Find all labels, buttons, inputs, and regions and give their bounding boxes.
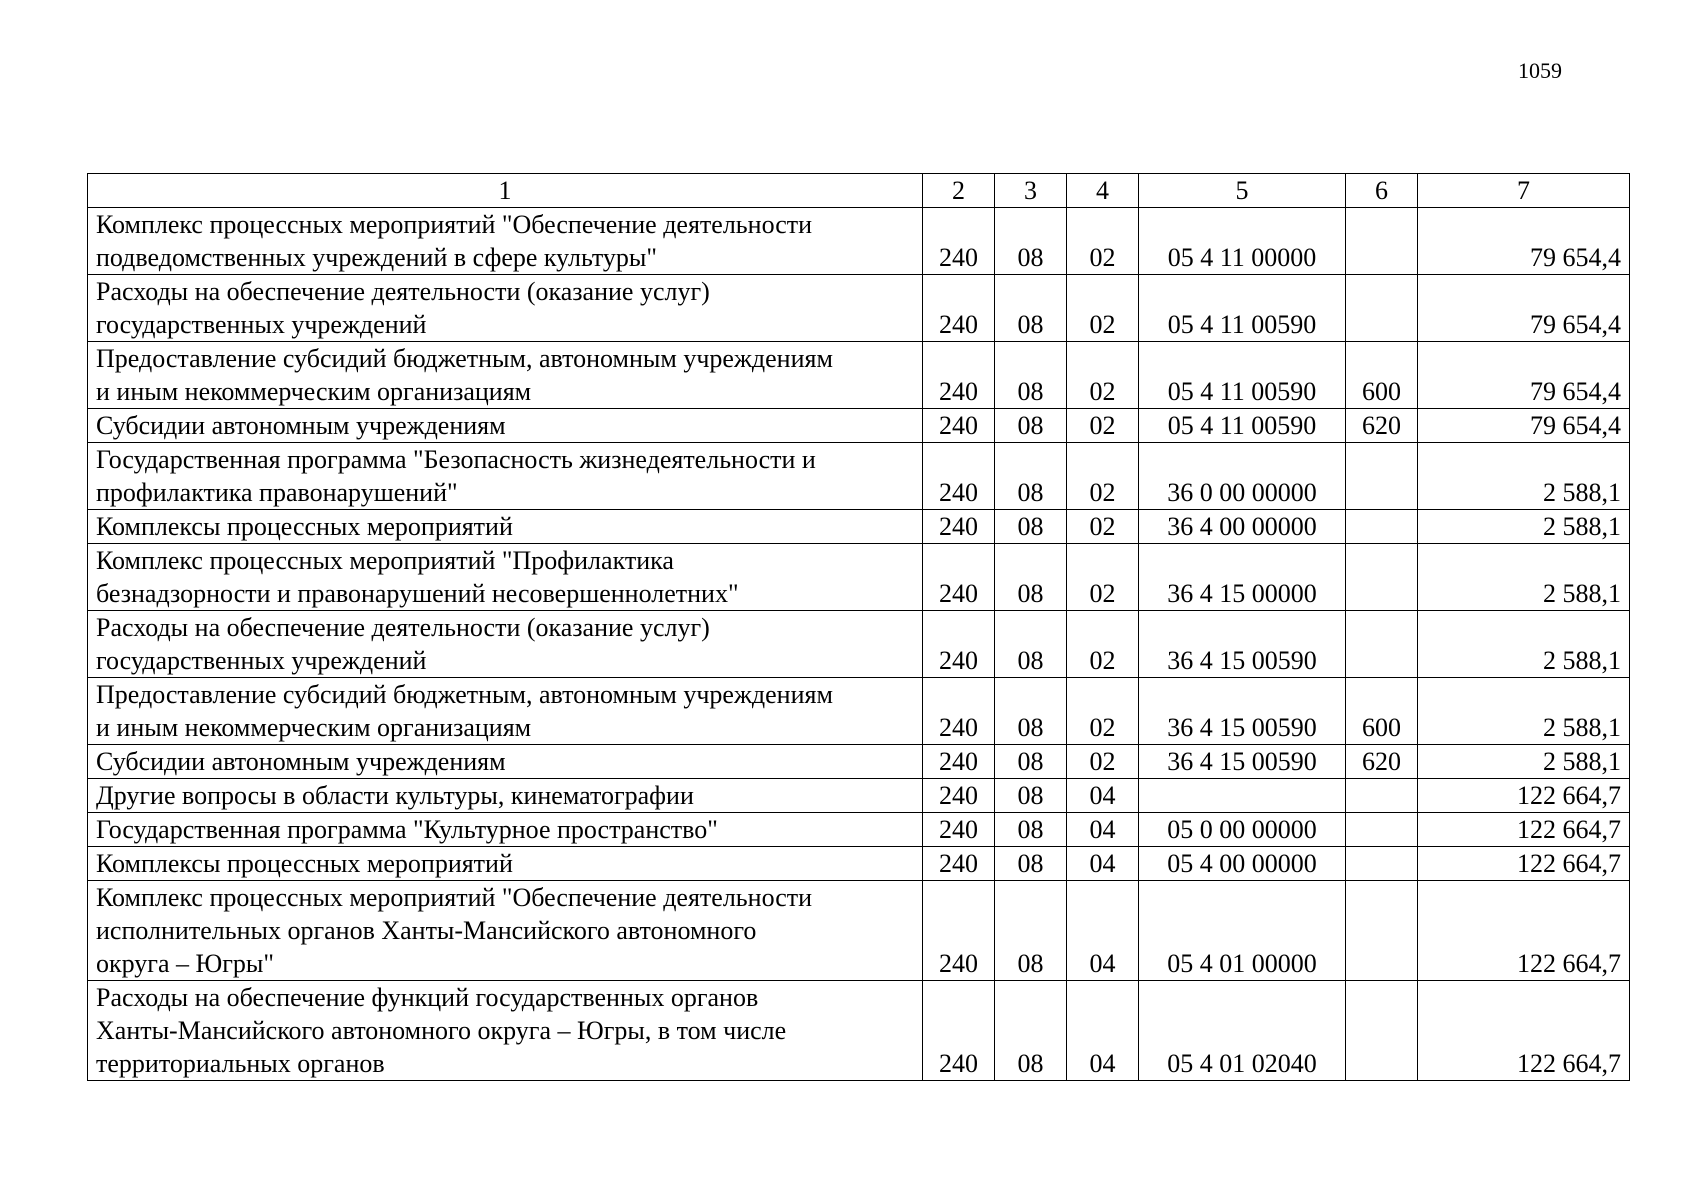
ministry-code-cell: 240 — [923, 847, 995, 881]
description-line: Расходы на обеспечение деятельности (оказание услуг) — [96, 277, 710, 306]
section-code-cell: 08 — [995, 745, 1067, 779]
expense-type-cell: 620 — [1346, 409, 1418, 443]
description-line: Расходы на обеспечение деятельности (оказание услуг) — [96, 613, 710, 642]
section-code-cell: 08 — [995, 847, 1067, 881]
amount-cell: 122 664,7 — [1418, 779, 1630, 813]
table-row — [88, 847, 1630, 881]
expense-type-cell — [1346, 847, 1418, 881]
expense-type-cell — [1346, 443, 1418, 510]
description-line: Комплексы процессных мероприятий — [96, 849, 513, 878]
section-code-cell: 08 — [995, 813, 1067, 847]
table-row — [88, 779, 1630, 813]
amount-cell: 79 654,4 — [1418, 342, 1630, 409]
table-row — [88, 208, 1630, 275]
row-description — [88, 443, 923, 510]
expense-type-cell: 600 — [1346, 342, 1418, 409]
subsection-code-cell: 02 — [1067, 745, 1139, 779]
description-line: Другие вопросы в области культуры, кинематографии — [96, 781, 694, 810]
target-article-cell: 36 4 00 00000 — [1139, 510, 1346, 544]
row-description — [88, 745, 923, 779]
section-code-cell: 08 — [995, 208, 1067, 275]
amount-cell: 2 588,1 — [1418, 611, 1630, 678]
subsection-code-cell: 02 — [1067, 208, 1139, 275]
expense-type-cell — [1346, 275, 1418, 342]
description-line: Субсидии автономным учреждениям — [96, 411, 506, 440]
description-line: Государственная программа "Культурное пространство" — [96, 815, 718, 844]
row-description — [88, 409, 923, 443]
row-description — [88, 847, 923, 881]
table-row — [88, 678, 1630, 745]
amount-cell: 122 664,7 — [1418, 847, 1630, 881]
subsection-code-cell: 04 — [1067, 847, 1139, 881]
target-article-cell: 05 4 11 00590 — [1139, 342, 1346, 409]
amount-cell: 2 588,1 — [1418, 745, 1630, 779]
description-line: Субсидии автономным учреждениям — [96, 747, 506, 776]
target-article-cell: 05 4 11 00590 — [1139, 409, 1346, 443]
amount-cell: 122 664,7 — [1418, 981, 1630, 1081]
subsection-code-cell: 04 — [1067, 881, 1139, 981]
ministry-code-cell: 240 — [923, 275, 995, 342]
section-code-cell: 08 — [995, 544, 1067, 611]
expense-type-cell — [1346, 510, 1418, 544]
section-code-cell: 08 — [995, 409, 1067, 443]
table-row — [88, 544, 1630, 611]
column-header: 7 — [1418, 174, 1630, 208]
subsection-code-cell: 04 — [1067, 981, 1139, 1081]
expense-type-cell: 620 — [1346, 745, 1418, 779]
target-article-cell: 05 4 01 00000 — [1139, 881, 1346, 981]
description-line: государственных учреждений — [96, 310, 427, 339]
ministry-code-cell: 240 — [923, 443, 995, 510]
target-article-cell: 36 4 15 00590 — [1139, 678, 1346, 745]
target-article-cell: 36 4 15 00590 — [1139, 745, 1346, 779]
description-line: округа – Югры" — [96, 949, 274, 978]
ministry-code-cell: 240 — [923, 611, 995, 678]
section-code-cell: 08 — [995, 275, 1067, 342]
section-code-cell: 08 — [995, 342, 1067, 409]
row-description — [88, 678, 923, 745]
target-article-cell: 05 4 01 02040 — [1139, 981, 1346, 1081]
description-line: территориальных органов — [96, 1049, 385, 1078]
expense-type-cell — [1346, 208, 1418, 275]
amount-cell: 2 588,1 — [1418, 443, 1630, 510]
expense-type-cell — [1346, 813, 1418, 847]
subsection-code-cell: 02 — [1067, 342, 1139, 409]
description-line: Комплекс процессных мероприятий "Обеспечение деятельности — [96, 210, 813, 239]
expense-type-cell: 600 — [1346, 678, 1418, 745]
table-row — [88, 981, 1630, 1081]
table-row — [88, 745, 1630, 779]
row-description — [88, 881, 923, 981]
subsection-code-cell: 04 — [1067, 779, 1139, 813]
subsection-code-cell: 04 — [1067, 813, 1139, 847]
row-description — [88, 779, 923, 813]
section-code-cell: 08 — [995, 981, 1067, 1081]
page-number: 1059 — [1518, 58, 1562, 83]
table-row — [88, 409, 1630, 443]
column-header: 6 — [1346, 174, 1418, 208]
expense-type-cell — [1346, 779, 1418, 813]
target-article-cell — [1139, 779, 1346, 813]
column-header: 3 — [995, 174, 1067, 208]
subsection-code-cell: 02 — [1067, 443, 1139, 510]
target-article-cell: 36 4 15 00590 — [1139, 611, 1346, 678]
target-article-cell: 05 4 11 00000 — [1139, 208, 1346, 275]
expense-type-cell — [1346, 611, 1418, 678]
target-article-cell: 36 4 15 00000 — [1139, 544, 1346, 611]
row-description — [88, 981, 923, 1081]
section-code-cell: 08 — [995, 678, 1067, 745]
description-line: Комплекс процессных мероприятий "Обеспечение деятельности — [96, 883, 813, 912]
ministry-code-cell: 240 — [923, 544, 995, 611]
row-description — [88, 208, 923, 275]
table-row — [88, 342, 1630, 409]
row-description — [88, 544, 923, 611]
target-article-cell: 05 4 11 00590 — [1139, 275, 1346, 342]
table-row — [88, 275, 1630, 342]
ministry-code-cell: 240 — [923, 779, 995, 813]
column-header: 5 — [1139, 174, 1346, 208]
expense-type-cell — [1346, 881, 1418, 981]
row-description — [88, 510, 923, 544]
section-code-cell: 08 — [995, 881, 1067, 981]
table-row — [88, 611, 1630, 678]
description-line: Предоставление субсидий бюджетным, автономным учреждениям — [96, 680, 833, 709]
target-article-cell: 36 0 00 00000 — [1139, 443, 1346, 510]
subsection-code-cell: 02 — [1067, 275, 1139, 342]
description-line: Государственная программа "Безопасность жизнедеятельности и — [96, 445, 816, 474]
subsection-code-cell: 02 — [1067, 409, 1139, 443]
amount-cell: 2 588,1 — [1418, 510, 1630, 544]
column-header: 4 — [1067, 174, 1139, 208]
description-line: и иным некоммерческим организациям — [96, 713, 532, 742]
row-description — [88, 342, 923, 409]
target-article-cell: 05 0 00 00000 — [1139, 813, 1346, 847]
description-line: Ханты-Мансийского автономного округа – Югры, в том числе — [96, 1016, 787, 1045]
section-code-cell: 08 — [995, 611, 1067, 678]
description-line: Комплексы процессных мероприятий — [96, 512, 513, 541]
section-code-cell: 08 — [995, 779, 1067, 813]
description-line: Комплекс процессных мероприятий "Профилактика — [96, 546, 674, 575]
ministry-code-cell: 240 — [923, 881, 995, 981]
amount-cell: 122 664,7 — [1418, 813, 1630, 847]
amount-cell: 2 588,1 — [1418, 678, 1630, 745]
header-row — [88, 174, 1630, 208]
ministry-code-cell: 240 — [923, 678, 995, 745]
description-line: государственных учреждений — [96, 646, 427, 675]
column-header: 1 — [88, 174, 923, 208]
subsection-code-cell: 02 — [1067, 544, 1139, 611]
table-row — [88, 813, 1630, 847]
column-header: 2 — [923, 174, 995, 208]
budget-table — [87, 173, 1630, 1081]
ministry-code-cell: 240 — [923, 813, 995, 847]
description-line: Расходы на обеспечение функций государственных органов — [96, 983, 759, 1012]
section-code-cell: 08 — [995, 443, 1067, 510]
ministry-code-cell: 240 — [923, 342, 995, 409]
table-row — [88, 881, 1630, 981]
ministry-code-cell: 240 — [923, 208, 995, 275]
ministry-code-cell: 240 — [923, 981, 995, 1081]
table-row — [88, 510, 1630, 544]
amount-cell: 79 654,4 — [1418, 409, 1630, 443]
ministry-code-cell: 240 — [923, 409, 995, 443]
subsection-code-cell: 02 — [1067, 611, 1139, 678]
description-line: безнадзорности и правонарушений несовершеннолетних" — [96, 579, 739, 608]
amount-cell: 79 654,4 — [1418, 275, 1630, 342]
description-line: исполнительных органов Ханты-Мансийского автономного — [96, 916, 757, 945]
description-line: Предоставление субсидий бюджетным, автономным учреждениям — [96, 344, 833, 373]
expense-type-cell — [1346, 981, 1418, 1081]
expense-type-cell — [1346, 544, 1418, 611]
subsection-code-cell: 02 — [1067, 510, 1139, 544]
description-line: подведомственных учреждений в сфере культуры" — [96, 243, 657, 272]
amount-cell: 122 664,7 — [1418, 881, 1630, 981]
ministry-code-cell: 240 — [923, 745, 995, 779]
amount-cell: 79 654,4 — [1418, 208, 1630, 275]
ministry-code-cell: 240 — [923, 510, 995, 544]
subsection-code-cell: 02 — [1067, 678, 1139, 745]
target-article-cell: 05 4 00 00000 — [1139, 847, 1346, 881]
amount-cell: 2 588,1 — [1418, 544, 1630, 611]
row-description — [88, 275, 923, 342]
section-code-cell: 08 — [995, 510, 1067, 544]
description-line: и иным некоммерческим организациям — [96, 377, 532, 406]
description-line: профилактика правонарушений" — [96, 478, 458, 507]
row-description — [88, 813, 923, 847]
table-row — [88, 443, 1630, 510]
row-description — [88, 611, 923, 678]
